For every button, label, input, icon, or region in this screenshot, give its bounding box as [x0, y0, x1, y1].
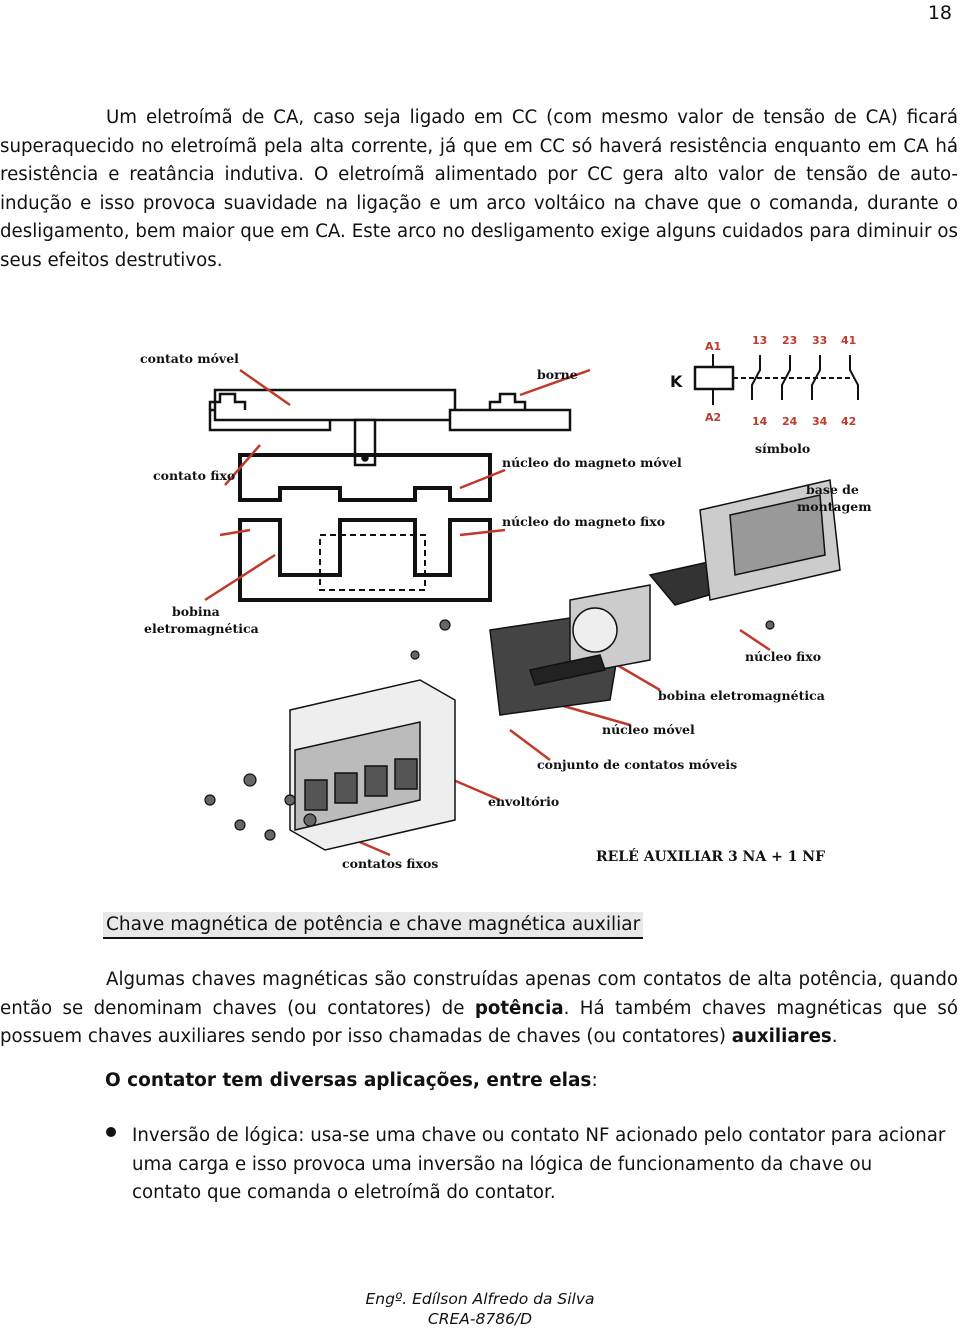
figure-caption: RELÉ AUXILIAR 3 NA + 1 NF: [596, 849, 826, 865]
label-bobina-eletromagnetica: bobina eletromagnética: [658, 688, 825, 703]
label-envoltorio: envoltório: [488, 794, 560, 809]
symbol-top-1: 13: [752, 334, 768, 347]
coil-symbol-drawing: [695, 354, 858, 405]
symbol-top-2: 23: [782, 334, 798, 347]
p1-part-a: Algumas chaves magnéticas são construídas apenas com contatos de alta potência, quando então se denominam chaves (ou contatores) de: [0, 969, 958, 1019]
symbol-top-3: 33: [812, 334, 828, 347]
p1-bold-potencia: potência: [474, 997, 564, 1019]
section-heading: Chave magnética de potência e chave magnética auxiliar: [103, 912, 643, 939]
contactor-figure: [130, 330, 960, 875]
applications-heading-colon: :: [591, 1070, 598, 1091]
applications-heading: [105, 1070, 598, 1091]
bullet-item: Inversão de lógica: usa-se uma chave ou contato NF acionado pelo contator para acionar uma carga e isso provoca uma inversão na lógica de funcionamento da chave ou contato que comanda o eletroímã do contator.: [132, 1125, 946, 1203]
label-bobina: bobina: [172, 604, 220, 619]
label-nucleo-magneto-movel: núcleo do magneto móvel: [502, 455, 682, 470]
label-nucleo-fixo: núcleo fixo: [745, 649, 822, 664]
label-nucleo-magneto-fixo: núcleo do magneto fixo: [502, 514, 666, 529]
symbol-bottom-2: 24: [782, 415, 798, 428]
label-base-de: base de: [806, 482, 859, 497]
bullet-dot: [106, 1127, 116, 1137]
symbol-top-4: 41: [841, 334, 857, 347]
magnet-core-drawing: [240, 455, 490, 600]
label-eletromagnetica: eletromagnética: [144, 621, 259, 636]
label-contatos-fixos: contatos fixos: [342, 856, 439, 871]
p1-part-c: . Há também chaves magnéticas que só possuem chaves auxiliares sendo por isso chamadas de chaves (ou contatores): [0, 997, 958, 1047]
section-paragraph: [0, 966, 958, 1052]
applications-heading-bold: O contator tem diversas aplicações, entre elas: [105, 1070, 592, 1091]
p1-bold-auxiliares: auxiliares: [731, 1026, 832, 1047]
symbol-bottom-4: 42: [841, 415, 857, 428]
symbol-a1: A1: [705, 340, 722, 353]
label-simbolo: símbolo: [755, 441, 811, 456]
footer-crea: CREA-8786/D: [427, 1310, 533, 1328]
footer-author: Engº. Edílson Alfredo da Silva: [365, 1290, 595, 1308]
label-borne: borne: [537, 367, 578, 382]
label-conjunto-contatos: conjunto de contatos móveis: [537, 757, 738, 772]
intro-text: Um eletroímã de CA, caso seja ligado em CC (com mesmo valor de tensão de CA) ficará superaquecido no eletroímã pela alta corrente, já que em CC só haverá resistência enquanto em CA há resistência e reatância indutiva. O eletroímã alimentado por CC gera alto valor de tensão de auto-indução e isso provoca suavidade na ligação e um arco voltáico na chave que o comanda, durante o desligamento, bem maior que em CA. Este arco no desligamento exige alguns cuidados para diminuir os seus efeitos destrutivos.: [0, 107, 958, 271]
label-contato-fixo: contato fixo: [153, 468, 236, 483]
label-nucleo-movel: núcleo móvel: [602, 722, 695, 737]
symbol-k: K: [670, 372, 683, 391]
contactor-diagram: [130, 330, 960, 875]
symbol-a2: A2: [705, 411, 722, 424]
page-number: 18: [927, 2, 952, 24]
label-montagem: montagem: [797, 499, 872, 514]
symbol-bottom-1: 14: [752, 415, 768, 428]
p1-part-e: .: [831, 1026, 838, 1047]
intro-paragraph: [0, 104, 958, 275]
symbol-bottom-3: 34: [812, 415, 828, 428]
label-contato-movel: contato móvel: [140, 351, 239, 366]
